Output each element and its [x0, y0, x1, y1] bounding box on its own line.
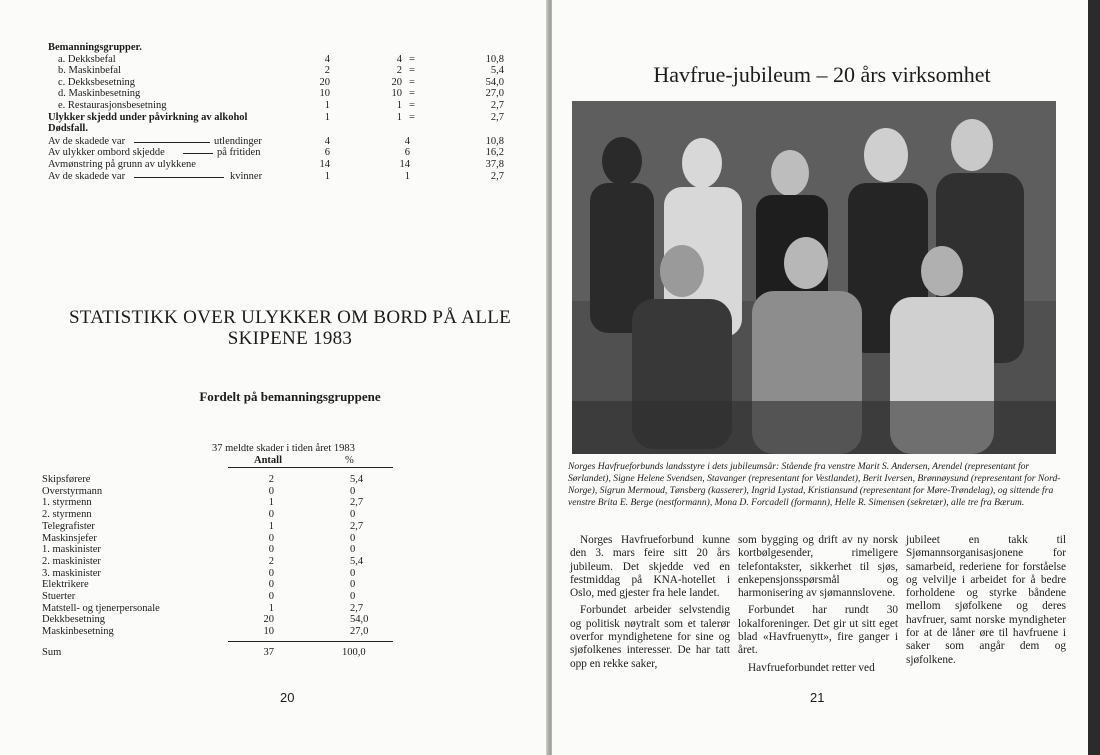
table-row-label: 2. maskinister — [42, 555, 101, 567]
crew-group-percent: 2,7 — [490, 111, 504, 123]
deaths-count-repeat: 14 — [399, 159, 410, 170]
table-row-percent: 0 — [350, 532, 356, 544]
article-title: Havfrue-jubileum – 20 års virksomhet — [653, 62, 991, 87]
deaths-header: Dødsfall. — [48, 123, 88, 135]
deaths-percent: 2,7 — [490, 170, 504, 182]
crew-group-count: 2 — [324, 65, 330, 77]
table-row-percent: 0 — [350, 544, 356, 556]
deaths-label: Avmønstring på grunn av ulykkene — [48, 159, 196, 170]
table-row-label: Skipsførere — [42, 474, 91, 485]
article-column-1 — [570, 534, 730, 675]
deaths-percent: 16,2 — [485, 147, 504, 159]
crew-group-count: 1 — [324, 111, 330, 123]
page-number-right: 21 — [810, 690, 825, 705]
crew-group-count: 1 — [324, 100, 330, 111]
table-row-count: 1 — [268, 602, 274, 614]
table-row-percent: 2,7 — [350, 520, 364, 532]
page-number-left: 20 — [280, 690, 295, 705]
crew-group-count-repeat: 20 — [391, 76, 402, 88]
table-row-count: 0 — [268, 591, 274, 602]
crew-group-count-repeat: 1 — [396, 111, 402, 123]
statistics-subtitle: Fordelt på bemanningsgruppene — [199, 389, 381, 404]
crew-group-equals: = — [409, 100, 415, 111]
deaths-count: 14 — [319, 159, 330, 170]
photo-caption: Norges Havfrueforbunds landsstyre i dets jubileumsår: Stående fra venstre Marit S. Andersen, Arendel (representant for Sørlandet), Signe Helene Svendsen, Stavanger (representant for Vestlandet), Berit Iversen, Brønnøysund (representant for Nord-Norge), Sigrun Mermoud, Tønsberg (kasserer), Ingrid Lystad, Kristiansund (representant for Møre-Trøndelag), og sittende fra venstre Brita E. Berge (nestformann), Mona D. Forcadell (formann), Helle R. Simensen (sekretær), alle tre fra Bærum. — [568, 461, 1061, 508]
deaths-count: 1 — [324, 170, 330, 182]
crew-group-count: 4 — [324, 53, 330, 65]
table-row-label: 2. styrmenn — [42, 509, 92, 521]
table-sum-label: Sum — [42, 646, 62, 658]
crew-group-label: c. Dekksbesetning — [58, 76, 135, 88]
crew-group-count-repeat: 2 — [396, 65, 402, 77]
table-row-count: 2 — [268, 474, 274, 485]
table-row-count: 2 — [268, 555, 274, 567]
statistics-title-line2: SKIPENE 1983 — [227, 328, 353, 349]
table-row-count: 0 — [268, 509, 274, 521]
table-row-count: 0 — [268, 567, 274, 579]
table-row-count: 20 — [263, 614, 274, 626]
crew-group-equals: = — [409, 111, 415, 123]
page-edge-shadow — [1088, 0, 1100, 755]
table-sum-count: 37 — [263, 646, 274, 658]
article-column-2 — [738, 534, 898, 679]
table-row-label: 3. maskinister — [42, 567, 101, 579]
article-paragraph: Norges Havfrueforbund kunne den 3. mars feire sitt 20 års jubileum. Det skjedde ved en festmiddag på KNA-hotellet i Oslo, med gjester fra hele landet. — [570, 534, 730, 600]
table-row-count: 0 — [268, 579, 274, 591]
deaths-fill-line — [134, 142, 210, 143]
deaths-label: Av de skadede var — [48, 135, 126, 147]
table-caption: 37 meldte skader i tiden året 1983 — [212, 443, 355, 454]
article-column-3 — [906, 534, 1066, 671]
table-row-count: 0 — [268, 485, 274, 497]
statistics-title-line1: STATISTIKK OVER ULYKKER OM BORD PÅ ALLE — [68, 307, 512, 328]
crew-group-count-repeat: 1 — [396, 100, 402, 111]
article-paragraph: Forbundet arbeider selvstendig og politisk nøytralt som et talerør overfor myndighetene for sine og sjøfolkenes interesser. De har tatt opp en rekke saker, — [570, 604, 730, 670]
table-row-label: Maskinbesetning — [42, 626, 114, 638]
crew-group-percent: 54,0 — [485, 76, 504, 88]
crew-group-count: 10 — [319, 88, 330, 100]
table-row-percent: 0 — [350, 579, 356, 591]
deaths-percent: 10,8 — [485, 135, 504, 147]
table-row-count: 0 — [268, 544, 274, 556]
crew-group-label: a. Dekksbefal — [58, 53, 116, 65]
table-row-count: 1 — [268, 497, 274, 509]
article-paragraph: som bygging og drift av ny norsk kortbølgesender, rimeligere telefontakster, sikkerhet til sjøs, enkepensjonsspørsmål og harmonisering av sjømannslovene. — [738, 534, 898, 600]
table-row-count: 1 — [268, 520, 274, 532]
group-photo-illustration — [572, 101, 1056, 454]
deaths-count-repeat: 6 — [404, 147, 410, 159]
crew-group-label: e. Restaurasjonsbesetning — [58, 100, 167, 111]
crew-group-count: 20 — [319, 76, 330, 88]
table-row-label: Overstyrmann — [42, 485, 103, 497]
deaths-count-repeat: 4 — [404, 135, 410, 147]
column-header-count: Antall — [254, 455, 283, 466]
deaths-count: 4 — [324, 135, 330, 147]
table-row-count: 10 — [263, 626, 274, 638]
table-row-label: 1. styrmenn — [42, 497, 92, 509]
statistics-title — [40, 307, 540, 349]
table-row-label: Dekkbesetning — [42, 614, 105, 626]
page-left — [0, 0, 548, 755]
crew-group-label: d. Maskinbesetning — [58, 88, 141, 100]
table-row-label: 1. maskinister — [42, 544, 101, 556]
table-row-percent: 2,7 — [350, 602, 364, 614]
deaths-count: 6 — [324, 147, 330, 159]
crew-group-equals: = — [409, 65, 415, 77]
table-row-label: Matstell- og tjenerpersonale — [42, 602, 160, 614]
crew-groups-header: Bemanningsgrupper. — [48, 42, 142, 53]
article-paragraph: jubileet en takk til Sjømannsorganisasjonene for samarbeid, rederiene for forståelse og velvilje i arbeidet for å bedre forholdene og styrke båndene mellom sjøfolkene og deres havfruer, samt norske myndigheter for at de låner øre til havfruene i saker som angår dem og sjøfolkene. — [906, 534, 1066, 666]
page-right — [552, 0, 1100, 755]
table-row-label: Telegrafister — [42, 520, 95, 532]
article-paragraph: Havfrueforbundet retter ved — [748, 661, 875, 674]
article-paragraph: Forbundet har rundt 30 lokalforeninger. Det gir ut sitt eget blad «Havfruenytt», fire ganger i året. — [738, 604, 898, 657]
crew-group-percent: 27,0 — [485, 88, 504, 100]
deaths-fill-line — [134, 177, 224, 178]
table-row-percent: 2,7 — [350, 497, 364, 509]
crew-group-label: b. Maskinbefal — [58, 65, 121, 77]
table-row-label: Maskinsjefer — [42, 532, 97, 544]
deaths-label: Av de skadede var — [48, 170, 126, 182]
table-row-count: 0 — [268, 532, 274, 544]
crew-group-percent: 10,8 — [485, 53, 504, 65]
column-header-percent: % — [345, 455, 354, 466]
crew-group-percent: 2,7 — [490, 100, 504, 111]
deaths-fill-line — [183, 153, 213, 154]
table-row-label: Elektrikere — [42, 579, 89, 591]
deaths-suffix: på fritiden — [217, 147, 261, 159]
crew-group-count-repeat: 4 — [396, 53, 402, 65]
table-row-percent: 5,4 — [350, 555, 364, 567]
table-row-percent: 27,0 — [350, 626, 369, 638]
group-photo — [572, 101, 1056, 454]
deaths-suffix: utlendinger — [214, 135, 262, 147]
table-sum-percent: 100,0 — [342, 646, 366, 658]
deaths-suffix: kvinner — [230, 170, 263, 182]
crew-group-equals: = — [409, 76, 415, 88]
table-row-percent: 0 — [350, 567, 356, 579]
table-row-percent: 54,0 — [350, 614, 369, 626]
table-sum-rule — [228, 641, 393, 642]
deaths-count-repeat: 1 — [404, 170, 410, 182]
table-row-percent: 0 — [350, 591, 356, 602]
crew-group-equals: = — [409, 53, 415, 65]
table-header-rule — [228, 467, 393, 468]
table-row-percent: 5,4 — [350, 474, 364, 485]
crew-group-label: Ulykker skjedd under påvirkning av alkohol — [48, 111, 248, 123]
crew-group-percent: 5,4 — [490, 65, 504, 77]
table-row-label: Stuerter — [42, 591, 76, 602]
deaths-percent: 37,8 — [485, 159, 504, 170]
crew-group-equals: = — [409, 88, 415, 100]
crew-group-count-repeat: 10 — [391, 88, 402, 100]
table-row-percent: 0 — [350, 485, 356, 497]
deaths-label: Av ulykker ombord skjedde — [48, 147, 165, 159]
table-row-percent: 0 — [350, 509, 356, 521]
